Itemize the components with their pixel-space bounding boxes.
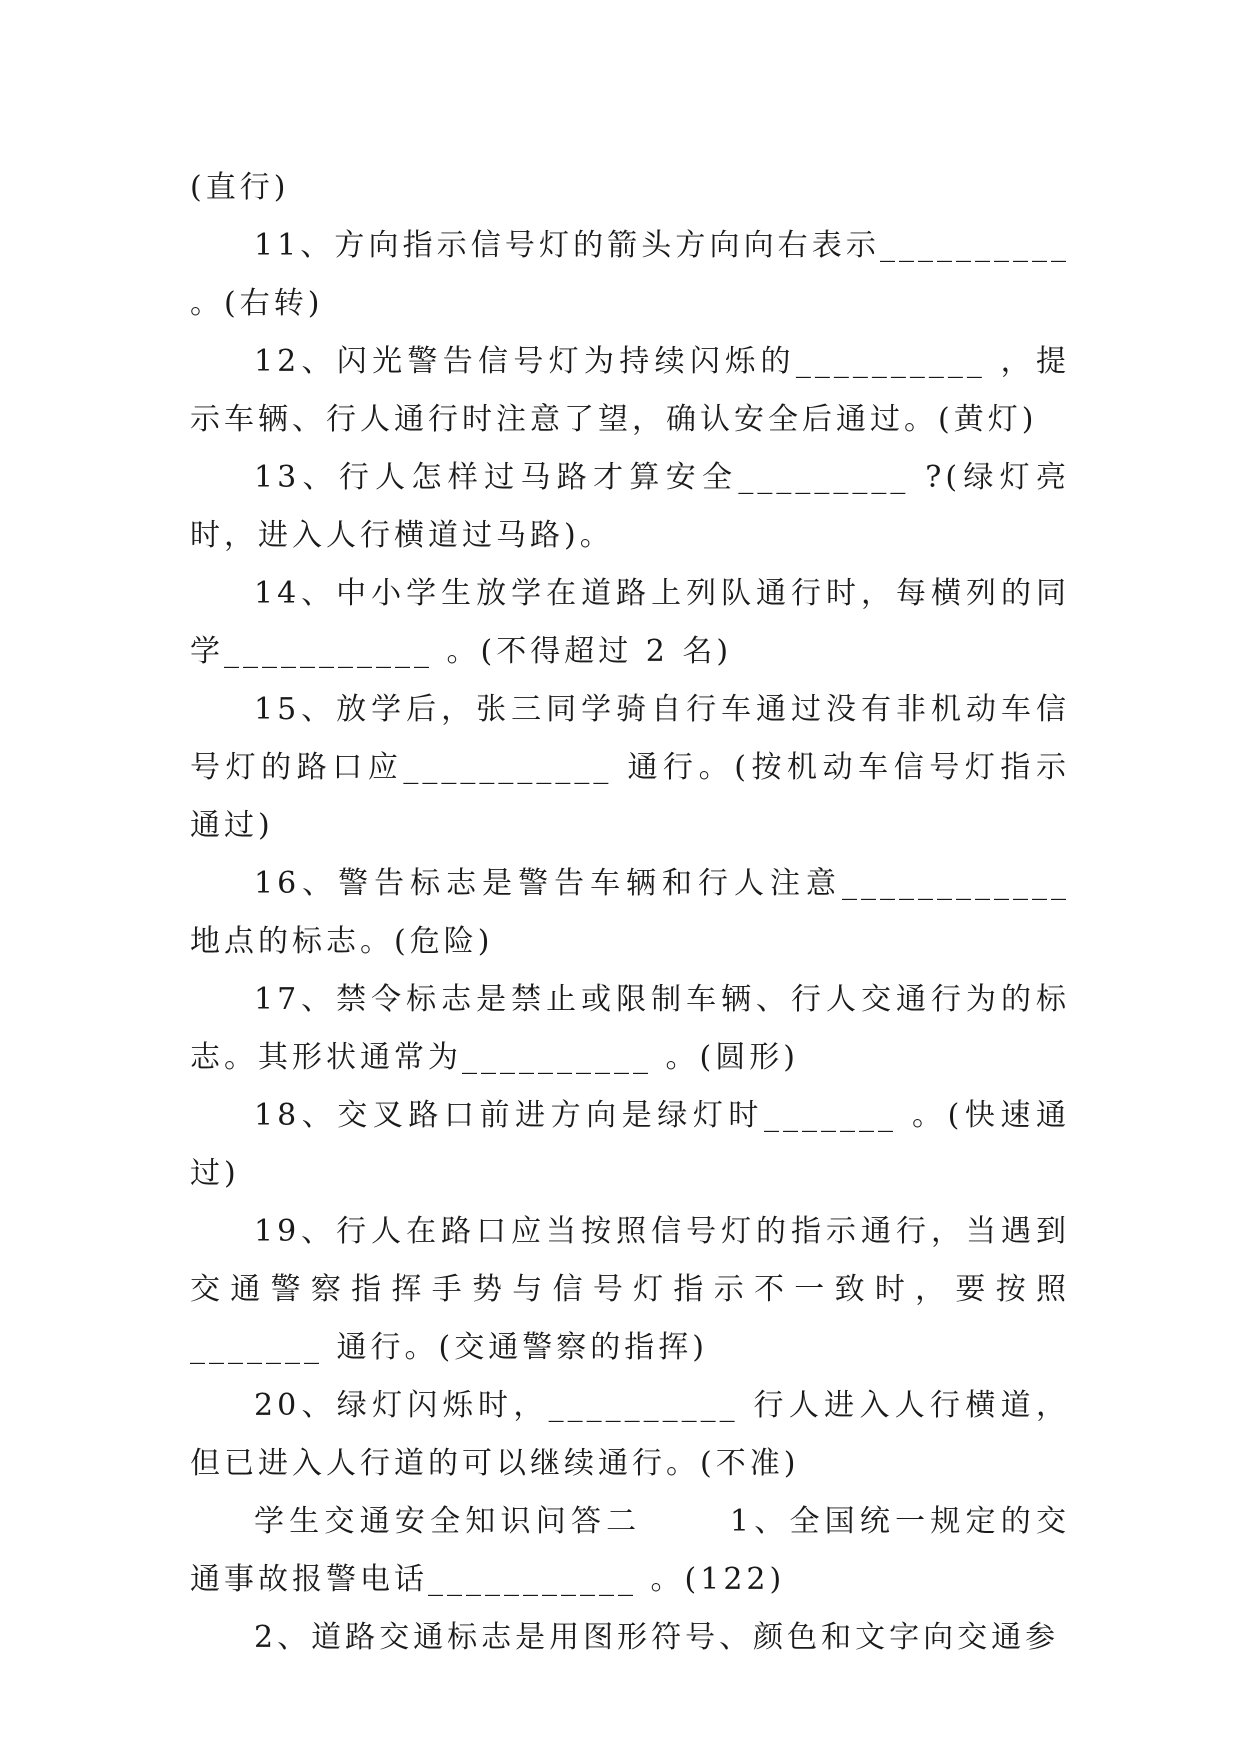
question-15: 15、放学后，张三同学骑自行车通过没有非机动车信号灯的路口应___________ 通行。(按机动车信号灯指示通过) xyxy=(190,692,1070,843)
section-two-question-1: 学生交通安全知识问答二 1、全国统一规定的交通事故报警电话___________ 。(122) xyxy=(190,1504,1070,1597)
question-13: 13、行人怎样过马路才算安全_________ ?(绿灯亮时，进入人行横道过马路)。 xyxy=(190,460,1070,553)
question-17: 17、禁令标志是禁止或限制车辆、行人交通行为的标志。其形状通常为__________ 。(圆形) xyxy=(190,982,1070,1075)
question-18: 18、交叉路口前进方向是绿灯时_______ 。(快速通过) xyxy=(190,1098,1070,1191)
question-14: 14、中小学生放学在道路上列队通行时，每横列的同学___________ 。(不得超过 2 名) xyxy=(190,576,1070,669)
question-19: 19、行人在路口应当按照信号灯的指示通行，当遇到交通警察指挥手势与信号灯指示不一致时，要按照_______ 通行。(交通警察的指挥) xyxy=(190,1214,1070,1365)
section-two-question-2: 2、道路交通标志是用图形符号、颜色和文字向交通参 xyxy=(254,1620,1060,1655)
question-20: 20、绿灯闪烁时，__________ 行人进入人行横道，但已进入人行道的可以继续通行。(不准) xyxy=(190,1388,1070,1481)
document-body xyxy=(190,159,1084,1667)
question-11: 11、方向指示信号灯的箭头方向向右表示__________ 。(右转) xyxy=(190,228,1084,321)
question-12: 12、闪光警告信号灯为持续闪烁的__________ ，提示车辆、行人通行时注意了望，确认安全后通过。(黄灯) xyxy=(190,344,1070,437)
paragraph-continuation: (直行) xyxy=(190,170,290,205)
question-16: 16、警告标志是警告车辆和行人注意____________ 地点的标志。(危险) xyxy=(190,866,1084,959)
